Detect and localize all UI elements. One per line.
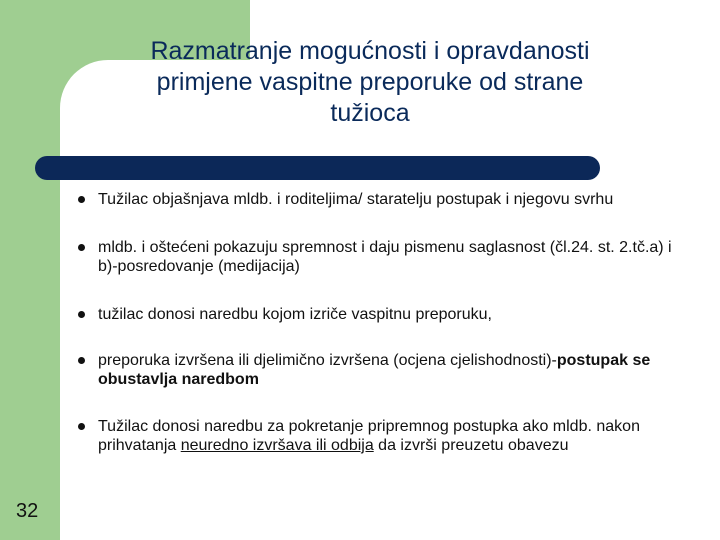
bullet-text: preporuka izvršena ili djelimično izvršena (ocjena cjelishodnosti)- (98, 352, 557, 369)
title-line-1: Razmatranje mogućnosti i opravdanosti (150, 37, 590, 65)
bullet-dot-icon (78, 311, 85, 318)
title-line-2: primjene vaspitne preporuke od strane (156, 68, 584, 96)
bullet-dot-icon (78, 244, 85, 251)
bullet-text: tužilac donosi naredbu kojom izriče vaspitnu preporuku, (98, 306, 492, 323)
bullet-dot-icon (78, 423, 85, 430)
bullet-dot-icon (78, 196, 85, 203)
slide-number: 32 (16, 500, 39, 522)
bullet-text: Tužilac objašnjava mldb. i roditeljima/ staratelju postupak i njegovu svrhu (98, 191, 614, 208)
bullet-list (78, 190, 678, 455)
title-line-3: tužioca (330, 99, 410, 127)
bullet-item (78, 305, 678, 324)
bullet-text-end: da izvrši preuzetu obavezu (373, 437, 569, 454)
bullet-dot-icon (78, 357, 85, 364)
slide-title (80, 36, 660, 129)
bullet-text: mldb. i oštećeni pokazuju spremnost i daju pismenu saglasnost (čl.24. st. 2.tč.a) i b)-posredovanje (medijacija) (98, 239, 672, 275)
bullet-text: Tužilac donosi naredbu za pokretanje pripremnog postupka ako mldb. nakon prihvatanja (98, 418, 640, 454)
title-divider-bar (35, 156, 600, 180)
bullet-item (78, 351, 678, 389)
bullet-text-bold: postupak se obustavlja naredbom (98, 352, 651, 388)
bullet-item (78, 238, 678, 276)
bullet-item (78, 417, 678, 455)
bullet-item (78, 190, 678, 209)
bullet-text-underlined: neuredno izvršava ili odbija (180, 437, 374, 454)
